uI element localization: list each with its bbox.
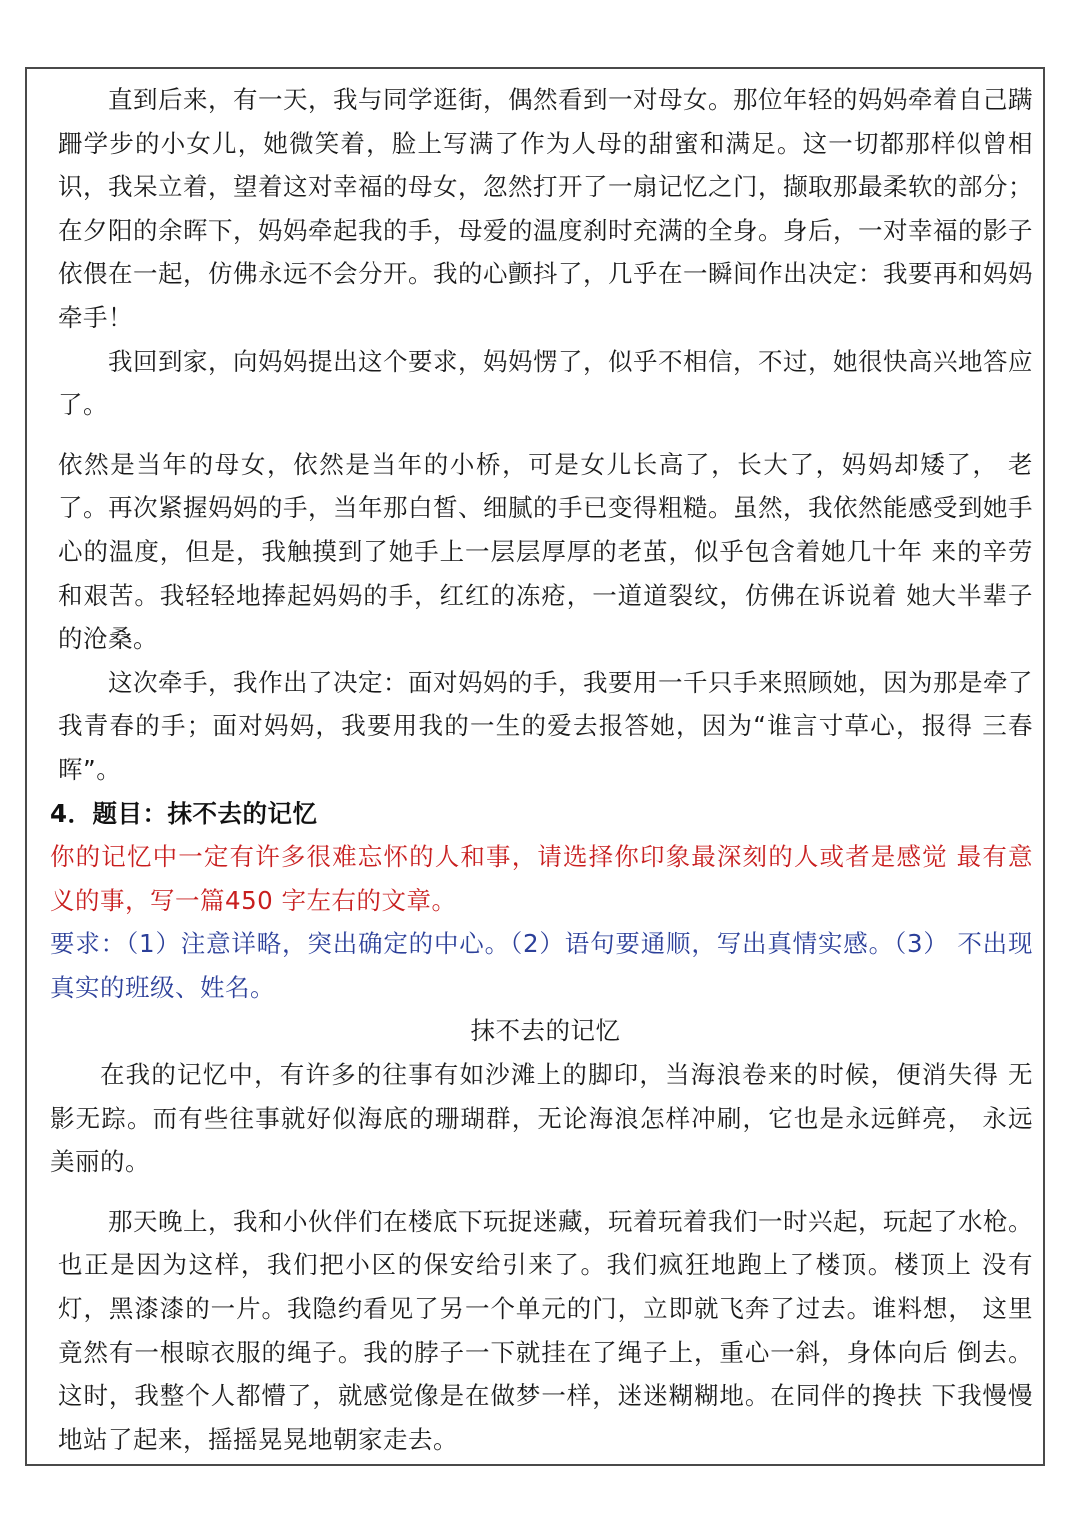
paragraph-4: 这次牵手，我作出了决定：面对妈妈的手，我要用一千只手来照顾她，因为那是牵了我青春的手；面对妈妈，我要用我的一生的爱去报答她，因为“谁言寸草心，报得 三春晖”。 [58,667,1033,784]
paragraph-2: 我回到家，向妈妈提出这个要求，妈妈愣了，似乎不相信，不过，她很快高兴地答应了。 [58,346,1033,420]
essay-paragraph-1: 在我的记忆中，有许多的往事有如沙滩上的脚印，当海浪卷来的时候，便消失得 无影无踪。而有些往事就好似海底的珊瑚群，无论海浪怎样冲刷，它也是永远鲜亮， 永远美丽的。 [50,1060,1033,1177]
document-body [50,78,1033,1461]
paragraph-3: 依然是当年的母女，依然是当年的小桥，可是女儿长高了，长大了，妈妈却矮了， 老了。再次紧握妈妈的手，当年那白皙、细腻的手已变得粗糙。虽然，我依然能感受到她手心的温度，但是，我触摸到了她手上一层层厚厚的老茧，似乎包含着她几十年 来的辛劳和艰苦。我轻轻地捧起妈妈的手，红红的冻疮，一道道裂纹，仿佛在诉说着 她大半辈子的沧桑。 [58,449,1033,654]
essay-paragraph-2: 那天晚上，我和小伙伴们在楼底下玩捉迷藏，玩着玩着我们一时兴起，玩起了水枪。也正是因为这样，我们把小区的保安给引来了。我们疯狂地跑上了楼顶。楼顶上 没有灯，黑漆漆的一片。我隐约看见了另一个单元的门，立即就飞奔了过去。谁料想， 这里竟然有一根晾衣服的绳子。我的脖子一下就挂在了绳子上，重心一斜，身体向后 倒去。这时，我整个人都懵了，就感觉像是在做梦一样，迷迷糊糊地。在同伴的搀扶 下我慢慢地站了起来，摇摇晃晃地朝家走去。 [58,1206,1033,1454]
section-heading: 4．题目：抹不去的记忆 [50,798,318,828]
essay-title: 抹不去的记忆 [470,1016,621,1046]
prompt-text: 你的记忆中一定有许多很难忘怀的人和事，请选择你印象最深刻的人或者是感觉 最有意义的事，写一篇450 字左右的文章。 [50,842,1033,915]
requirements-text: 要求：（1）注意详略，突出确定的中心。（2）语句要通顺，写出真情实感。（3） 不出现真实的班级、姓名。 [50,929,1033,1002]
paragraph-1: 直到后来，有一天，我与同学逛街，偶然看到一对母女。那位年轻的妈妈牵着自己蹒跚学步的小女儿，她微笑着，脸上写满了作为人母的甜蜜和满足。这一切都那样似曾相识，我呆立着，望着这对幸福的母女，忽然打开了一扇记忆之门，撷取那最柔软的部分；在夕阳的余晖下，妈妈牵起我的手，母爱的温度刹时充满的全身。身后，一对幸福的影子依偎在一起，仿佛永远不会分开。我的心颤抖了，几乎在一瞬间作出决定：我要再和妈妈牵手！ [58,85,1033,332]
